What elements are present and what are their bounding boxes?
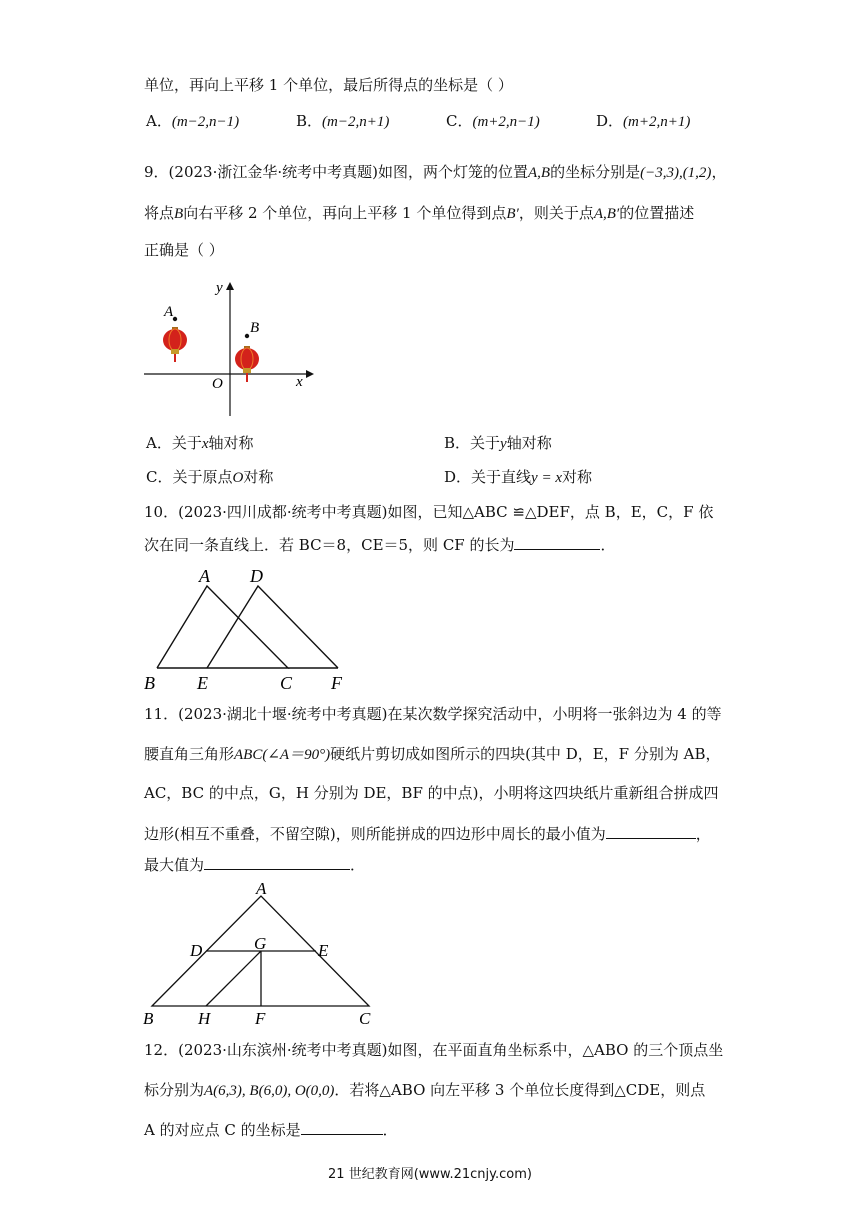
lantern-b-icon xyxy=(235,346,259,382)
q8-option-c[interactable]: C．(m+2,n−1) xyxy=(446,112,540,130)
q11-stem-line4: 边形(相互不重叠，不留空隙)，则所能拼成的四边形中周长的最小值为 ， xyxy=(144,822,711,844)
q9-option-c[interactable]: C．关于原点O对称 xyxy=(146,468,274,486)
q9-stem-line3: 正确是（ ） xyxy=(144,241,224,259)
point-a-label: A xyxy=(164,304,174,320)
svg-text:F: F xyxy=(255,1009,266,1028)
triangle-abc xyxy=(157,586,288,668)
q11-figure xyxy=(140,878,390,1028)
x-axis-arrow-icon xyxy=(306,370,314,378)
page-footer: 21 世纪教育网(www.21cnjy.com) xyxy=(328,1167,532,1182)
svg-text:E: E xyxy=(318,941,329,960)
segment-gh xyxy=(206,951,261,1006)
svg-text:H: H xyxy=(198,1009,211,1028)
q12-stem-line1: 12．(2023·山东滨州·统考中考真题)如图，在平面直角坐标系中，△ABO 的三个顶点坐 xyxy=(144,1041,724,1059)
svg-text:G: G xyxy=(254,934,267,953)
q11-stem-line3: AC，BC 的中点，G，H 分别为 DE，BF 的中点)，小明将这四块纸片重新组合拼成四 xyxy=(144,784,719,802)
label-d: D xyxy=(250,566,263,586)
label-c: C xyxy=(280,673,293,693)
svg-text:C: C xyxy=(359,1009,371,1028)
label-e: E xyxy=(197,673,208,693)
q9-option-a[interactable]: A．关于x轴对称 xyxy=(146,434,254,452)
point-a xyxy=(173,317,177,321)
svg-text:B: B xyxy=(143,1009,154,1028)
triangle-def xyxy=(207,586,338,668)
q10-stem-line2: 次在同一条直线上．若 BC＝8，CE＝5，则 CF 的长为 ． xyxy=(144,533,616,555)
q11-stem-line5: 最大值为 ． xyxy=(144,853,365,875)
x-axis-label: x xyxy=(296,374,303,390)
q10-stem-line1: 10．(2023·四川成都·统考中考真题)如图，已知△ABC ≌△DEF，点 B，E，C，F 依 xyxy=(144,503,714,521)
q11-max-blank[interactable] xyxy=(204,853,350,870)
q11-min-blank[interactable] xyxy=(606,822,696,839)
q9-option-d[interactable]: D．关于直线y = x对称 xyxy=(444,468,592,486)
q9-stem-line2: 将点B向右平移 2 个单位，再向上平移 1 个单位得到点B′，则关于点A,B′的位置描述 xyxy=(144,204,695,222)
point-b xyxy=(245,334,249,338)
y-axis-arrow-icon xyxy=(226,282,234,290)
q8-stem-line: 单位，再向上平移 1 个单位，最后所得点的坐标是（ ） xyxy=(144,76,513,94)
q12-stem-line3: A 的对应点 C 的坐标是 ． xyxy=(144,1118,398,1140)
q8-option-a[interactable]: A．(m−2,n−1) xyxy=(146,112,240,130)
q9-stem-line1: 9．(2023·浙江金华·统考中考真题)如图，两个灯笼的位置A,B的坐标分别是(−3,3),(1,2)， xyxy=(144,163,727,181)
origin-label: O xyxy=(212,376,223,392)
q8-option-d[interactable]: D．(m+2,n+1) xyxy=(596,112,691,130)
q11-stem-line1: 11．(2023·湖北十堰·统考中考真题)在某次数学探究活动中，小明将一张斜边为 4 的等 xyxy=(144,705,722,723)
q12-stem-line2: 标分别为A(6,3), B(6,0), O(0,0)．若将△ABO 向左平移 3 个单位长度得到△CDE，则点 xyxy=(144,1081,706,1099)
label-b: B xyxy=(144,673,155,693)
y-axis-label: y xyxy=(216,280,223,296)
point-b-label: B xyxy=(250,320,260,336)
q11-stem-line2: 腰直角三角形ABC(∠A＝90°)硬纸片剪切成如图所示的四块(其中 D，E，F 分别为 AB， xyxy=(144,745,721,763)
q12-answer-blank[interactable] xyxy=(301,1118,383,1135)
q8-option-b[interactable]: B．(m−2,n+1) xyxy=(296,112,390,130)
svg-text:D: D xyxy=(190,941,203,960)
q10-figure xyxy=(140,562,360,694)
label-f: F xyxy=(331,673,342,693)
label-a: A xyxy=(199,566,210,586)
q9-figure xyxy=(140,278,320,420)
q9-option-b[interactable]: B．关于y轴对称 xyxy=(444,434,552,452)
q10-answer-blank[interactable] xyxy=(514,533,600,550)
lantern-a-icon xyxy=(163,327,187,362)
svg-text:A: A xyxy=(256,879,267,898)
